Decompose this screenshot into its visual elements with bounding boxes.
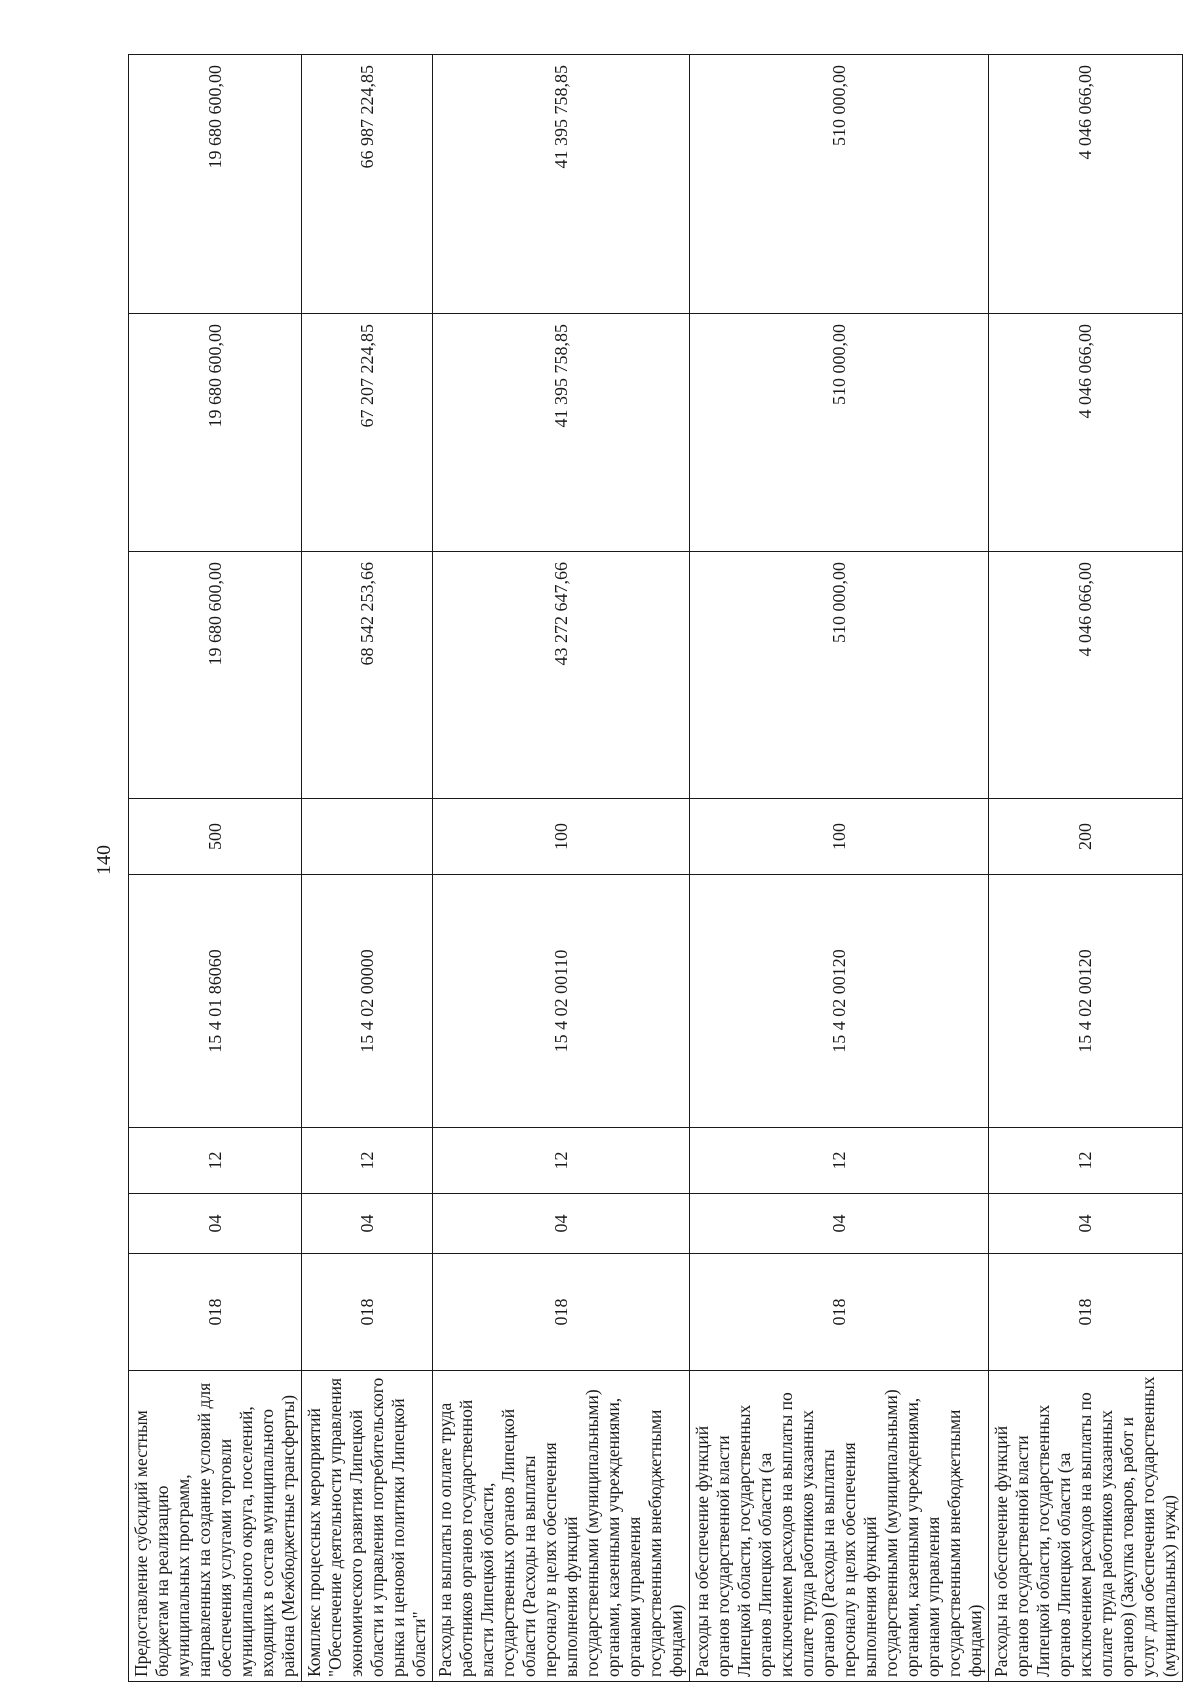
row-description: Расходы на обеспечение функций органов государственной власти Липецкой области, государственных органов Липецкой области (за исключением расходов на выплаты по оплате труда работников указанных органов) (Закупка товаров, работ и услуг для обеспечения государственных (муниципальных) нужд) xyxy=(989,1371,1183,1682)
row-sum-3: 19 680 600,00 xyxy=(129,55,302,314)
row-sum-3: 510 000,00 xyxy=(690,55,989,314)
row-gr: 018 xyxy=(690,1254,989,1371)
row-description: Предоставление субсидий местным бюджетам на реализацию муниципальных программ, направленных на создание условий для обеспечения услугами торговли муниципального округа, поселений, входящих в состав муниципального района (Межбюджетные трансферты) xyxy=(129,1371,302,1682)
table-row xyxy=(690,55,989,1682)
table-row xyxy=(989,55,1183,1682)
row-description: Расходы на обеспечение функций органов государственной власти Липецкой области, государственных органов Липецкой области (за исключением расходов на выплаты по оплате труда работников указанных органов) (Расходы на выплаты персоналу в целях обеспечения выполнения функций государственными (муниципальными) органами, казенными учреждениями, органами управления государственными внебюджетными фондами) xyxy=(690,1371,989,1682)
row-sum-3: 66 987 224,85 xyxy=(302,55,433,314)
row-description: Расходы на выплаты по оплате труда работников органов государственной власти Липецкой области, государственных органов Липецкой области (Расходы на выплаты персоналу в целях обеспечения выполнения функций государственными (муниципальными) органами, казенными учреждениями, органами управления государственными внебюджетными фондами) xyxy=(433,1371,690,1682)
row-pr: 12 xyxy=(302,1128,433,1194)
row-sum-2: 41 395 758,85 xyxy=(433,314,690,552)
row-rz: 04 xyxy=(690,1194,989,1254)
row-sum-3: 41 395 758,85 xyxy=(433,55,690,314)
row-gr: 018 xyxy=(129,1254,302,1371)
row-sum-3: 4 046 066,00 xyxy=(989,55,1183,314)
row-sum-2: 510 000,00 xyxy=(690,314,989,552)
row-vr: 100 xyxy=(690,799,989,875)
row-vr: 200 xyxy=(989,799,1183,875)
row-csr: 15 4 01 86060 xyxy=(129,875,302,1128)
row-csr: 15 4 02 00120 xyxy=(989,875,1183,1128)
row-sum-1: 68 542 253,66 xyxy=(302,552,433,799)
row-vr: 100 xyxy=(433,799,690,875)
row-gr: 018 xyxy=(302,1254,433,1371)
row-gr: 018 xyxy=(989,1254,1183,1371)
page-number: 140 xyxy=(93,845,115,875)
row-pr: 12 xyxy=(433,1128,690,1194)
row-sum-1: 43 272 647,66 xyxy=(433,552,690,799)
row-rz: 04 xyxy=(129,1194,302,1254)
row-rz: 04 xyxy=(302,1194,433,1254)
row-csr: 15 4 02 00000 xyxy=(302,875,433,1128)
table-row xyxy=(302,55,433,1682)
rotated-table-area xyxy=(128,55,1179,1682)
budget-table xyxy=(128,54,1183,1682)
table-row xyxy=(129,55,302,1682)
row-pr: 12 xyxy=(129,1128,302,1194)
row-sum-1: 510 000,00 xyxy=(690,552,989,799)
row-sum-2: 67 207 224,85 xyxy=(302,314,433,552)
row-vr xyxy=(302,799,433,875)
row-vr: 500 xyxy=(129,799,302,875)
row-description: Комплекс процессных мероприятий "Обеспечение деятельности управления экономического развития Липецкой области и управления потребительского рынка и ценовой политики Липецкой области" xyxy=(302,1371,433,1682)
table-wrapper xyxy=(128,55,1179,1682)
row-csr: 15 4 02 00120 xyxy=(690,875,989,1128)
table-row xyxy=(433,55,690,1682)
row-csr: 15 4 02 00110 xyxy=(433,875,690,1128)
row-sum-2: 19 680 600,00 xyxy=(129,314,302,552)
row-gr: 018 xyxy=(433,1254,690,1371)
row-sum-1: 19 680 600,00 xyxy=(129,552,302,799)
row-rz: 04 xyxy=(989,1194,1183,1254)
row-pr: 12 xyxy=(690,1128,989,1194)
row-sum-2: 4 046 066,00 xyxy=(989,314,1183,552)
row-rz: 04 xyxy=(433,1194,690,1254)
row-sum-1: 4 046 066,00 xyxy=(989,552,1183,799)
row-pr: 12 xyxy=(989,1128,1183,1194)
